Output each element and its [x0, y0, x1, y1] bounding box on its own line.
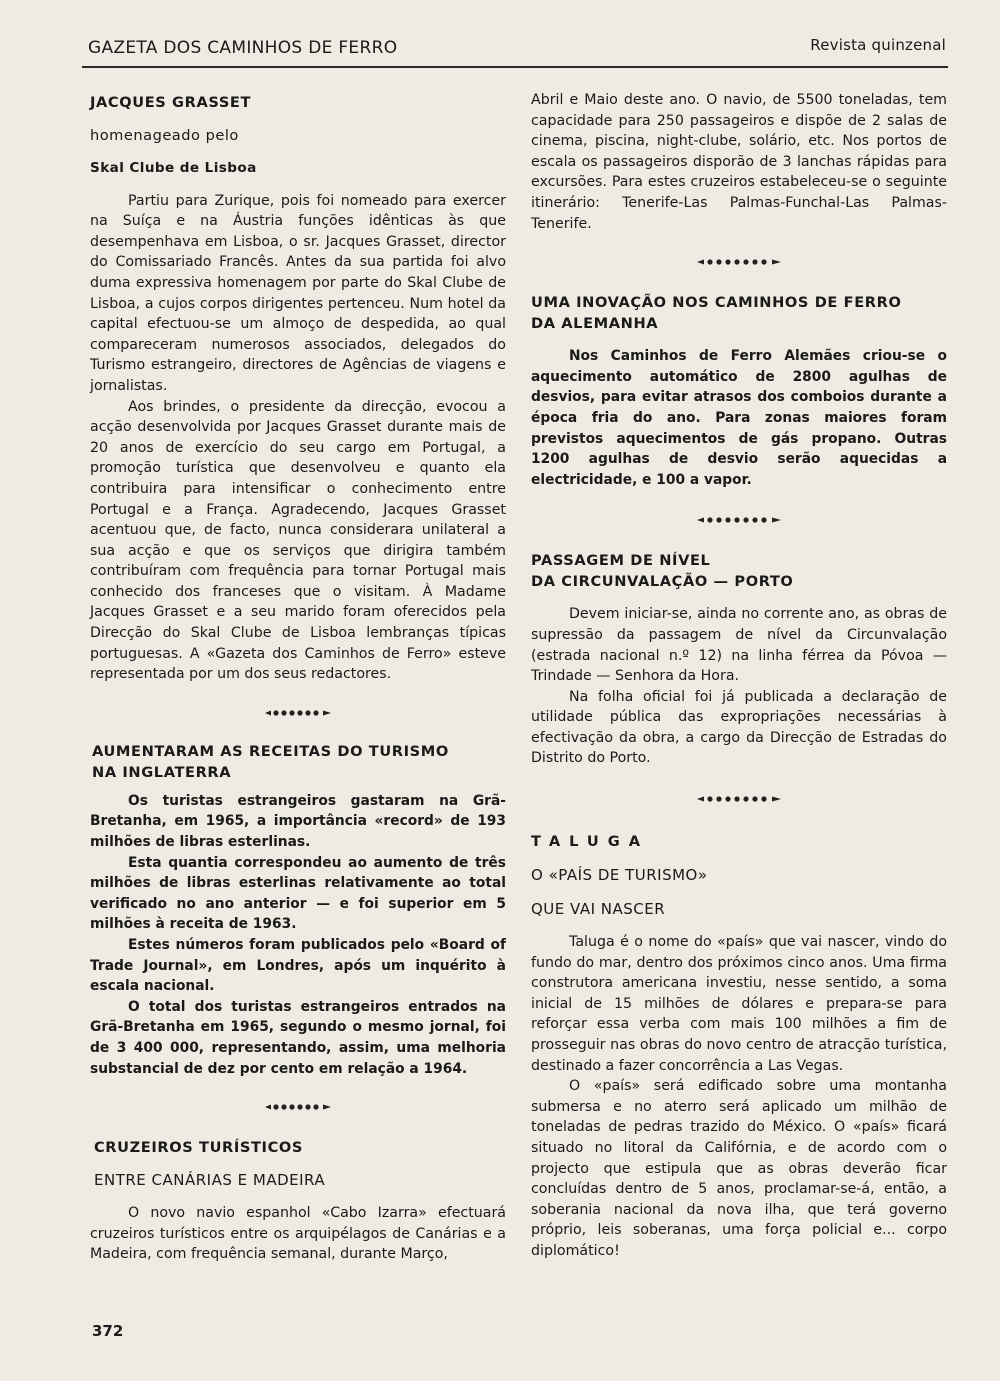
paragraph: Abril e Maio deste ano. O navio, de 5500 toneladas, tem capacidade para 250 passageiros e dispõe de 2 salas de cinema, piscina, night-clube, solário, etc. Nos portos de escala os passageiros disporão de 3 lanchas rápidas para excursões. Para estes cruzeiros estabeleceu-se o seguinte itinerário: Tenerife-Las Palmas-Funchal-Las Palmas-Tenerife.	[531, 92, 947, 232]
paragraph: O total dos turistas estrangeiros entrados na Grã-Bretanha em 1965, segundo o mesmo jornal, foi de 3 400 000, representando, assim, uma melhoria substancial de dez por cento em relação a 1964.	[90, 998, 506, 1077]
article-subtitle-bold: Skal Clube de Lisboa	[90, 160, 257, 176]
article-title: PASSAGEM DE NÍVEL	[531, 552, 711, 570]
article-alemanha	[531, 292, 947, 490]
article-passagem	[531, 550, 947, 769]
paragraph: Devem iniciar-se, ainda no corrente ano, as obras de supressão da passagem de nível da Circunvalação (estrada nacional n.º 12) na linha férrea da Póvoa — Trindade — Senhora da Hora.	[531, 606, 947, 685]
article-taluga	[531, 831, 947, 1262]
article-subtitle: O «PAÍS DE TURISMO»	[531, 866, 708, 885]
article-title: NA INGLATERRA	[92, 763, 232, 781]
left-column	[90, 88, 506, 1265]
section-ornament	[531, 510, 947, 530]
paragraph: O «país» será edificado sobre uma montanha submersa e no aterro será aplicado um milhão de toneladas de pedras trazido do México. O «país» ficará situado no litoral da Califórnia, e de acordo com o projecto que estipula que as obras deverão ficar concluídas dentro de 5 anos, proclamar-se-á, então, a soberania nacional da nova ilha, que terá governo próprio, leis soberanas, uma força policial e... corpo diplomático!	[531, 1078, 947, 1259]
paragraph: Na folha oficial foi já publicada a declaração de utilidade pública das expropriações necessárias à efectivação da obra, a cargo da Direcção de Estradas do Distrito do Porto.	[531, 688, 947, 767]
article-title: UMA INOVAÇÃO NOS CAMINHOS DE FERRO	[531, 294, 902, 312]
paragraph: Taluga é o nome do «país» que vai nascer, vindo do fundo do mar, dentro dos próximos cinco anos. Uma firma construtora americana investiu, nesse sentido, a soma inicial de 15 milhões de dólares e prepara-se para reforçar essa verba com mais 100 milhões a fim de prosseguir nas obras do novo centro de atracção turística, destinado a fazer concorrência a Las Vegas.	[531, 934, 947, 1074]
paragraph: Esta quantia correspondeu ao aumento de três milhões de libras esterlinas relativamente ao total verificado no ano anterior — e foi superior em 5 milhões à receita de 1963.	[90, 854, 506, 933]
paragraph: Os turistas estrangeiros gastaram na Grã-Bretanha, em 1965, a importância «record» de 193 milhões de libras esterlinas.	[90, 792, 506, 851]
journal-title: GAZETA DOS CAMINHOS DE FERRO	[88, 38, 398, 58]
right-column	[531, 90, 947, 1262]
article-cruzeiros	[90, 1137, 506, 1265]
article-subtitle: QUE VAI NASCER	[531, 900, 666, 919]
article-cruzeiros-continued	[531, 90, 947, 234]
page-header	[82, 36, 948, 68]
article-grasset	[90, 92, 506, 685]
section-ornament	[90, 1097, 506, 1117]
article-title: DA CIRCUNVALAÇÃO — PORTO	[531, 573, 794, 591]
article-subtitle: homenageado pelo	[90, 127, 239, 144]
paragraph: Estes números foram publicados pelo «Board of Trade Journal», em Londres, após um inquérito à escala nacional.	[90, 937, 506, 995]
paragraph: Aos brindes, o presidente da direcção, evocou a acção desenvolvida por Jacques Grasset durante mais de 20 anos de exercício do seu cargo em Portugal, a promoção turística que desenvolveu e quanto ela contribuira para intensificar o conhecimento entre Portugal e a França. Agradecendo, Jacques Grasset acentuou que, de facto, nunca considerara unilateral a sua acção e que os serviços que dirigira também contribuíram com frequência para tornar Portugal mais conhecido dos franceses que o visitam. À Madame Jacques Grasset e a seu marido foram oferecidos pela Direcção do Skal Clube de Lisboa lembranças típicas portuguesas. A «Gazeta dos Caminhos de Ferro» esteve representada por um dos seus redactores.	[90, 398, 506, 683]
article-title: TALUGA	[531, 833, 650, 851]
article-turismo	[90, 741, 506, 1079]
article-subtitle: ENTRE CANÁRIAS E MADEIRA	[94, 1171, 326, 1190]
section-ornament	[90, 703, 506, 723]
paragraph: Partiu para Zurique, pois foi nomeado para exercer na Suíça e na Áustria funções idênticas às que desempenhava em Lisboa, o sr. Jacques Grasset, director do Comissariado Francês. Antes da sua partida foi alvo duma expressiva homenagem por parte do Skal Clube de Lisboa, a cujos corpos dirigentes pertenceu. Num hotel da capital efectuou-se um almoço de despedida, ao qual compareceram numerosos associados, delegados do Turismo estrangeiro, directores de Agências de viagens e jornalistas.	[90, 192, 506, 394]
article-title: AUMENTARAM AS RECEITAS DO TURISMO	[92, 742, 449, 760]
section-ornament	[531, 252, 947, 272]
article-title: DA ALEMANHA	[531, 315, 659, 333]
paragraph: Nos Caminhos de Ferro Alemães criou-se o aquecimento automático de 2800 agulhas de desvios, para evitar atrasos dos comboios durante a época fria do ano. Para zonas maiores foram previstos aquecimentos de gás propano. Outras 1200 agulhas de desvio serão aquecidas a electricidade, e 100 a vapor.	[531, 348, 947, 488]
article-title: CRUZEIROS TURÍSTICOS	[94, 1139, 304, 1157]
section-ornament	[531, 789, 947, 809]
periodicity: Revista quinzenal	[810, 36, 946, 54]
article-title: JACQUES GRASSET	[90, 94, 252, 111]
paragraph: O novo navio espanhol «Cabo Izarra» efectuará cruzeiros turísticos entre os arquipélagos de Canárias e a Madeira, com frequência semanal, durante Março,	[90, 1205, 506, 1263]
page-number: 372	[92, 1322, 124, 1340]
